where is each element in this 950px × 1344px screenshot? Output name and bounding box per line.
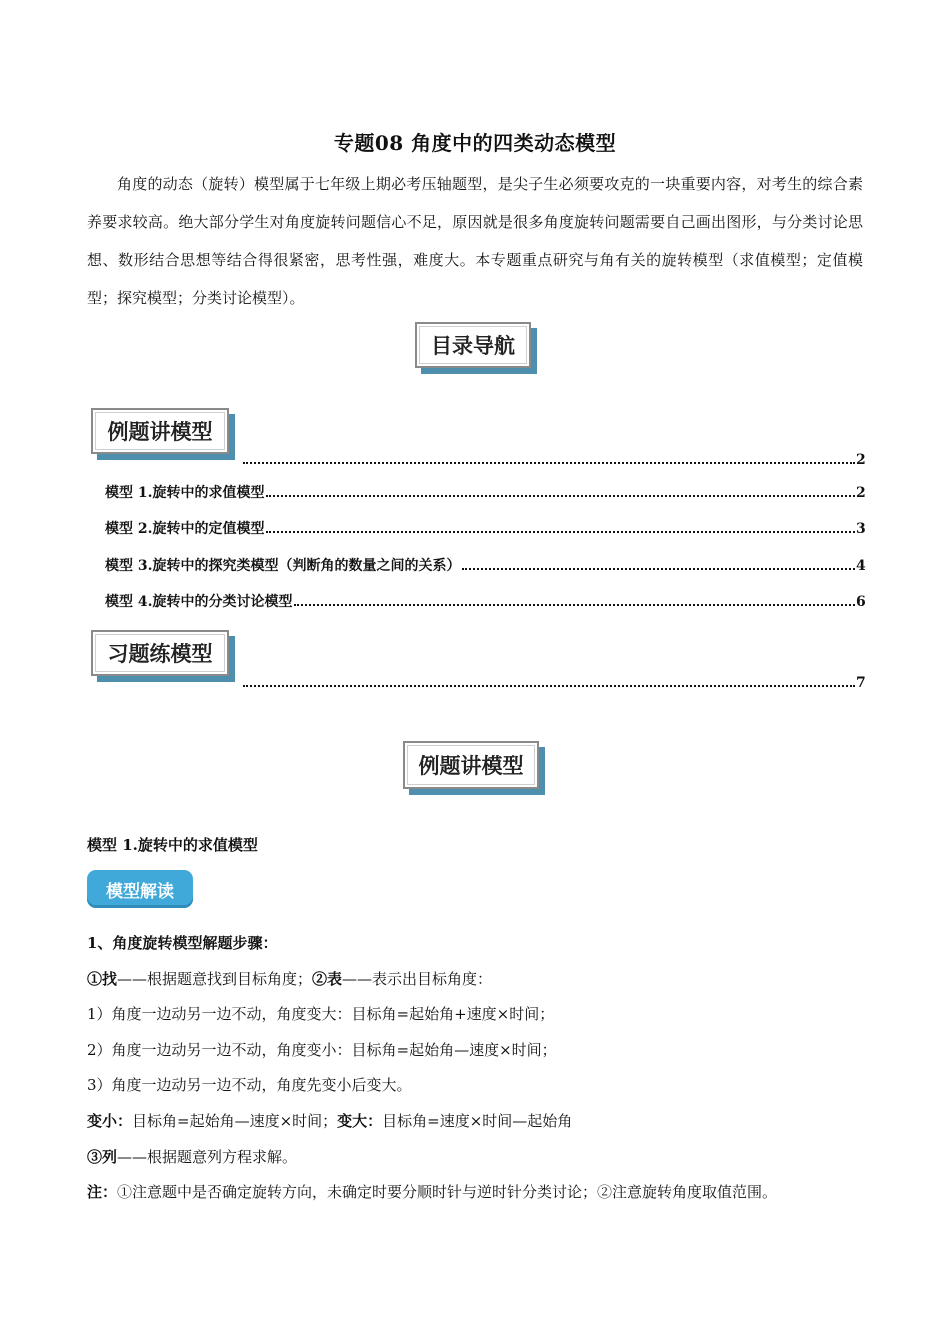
toc-item[interactable] <box>105 482 864 502</box>
toc-item-label: 模型 4.旋转中的分类讨论模型 <box>105 594 293 610</box>
toc-dots <box>266 494 856 497</box>
note-line <box>87 1181 777 1202</box>
toc-page-number: 7 <box>856 675 866 691</box>
model-interpretation-badge: 模型解读 <box>87 870 193 908</box>
note-label: 注： <box>87 1183 118 1201</box>
step-title: 1、角度旋转模型解题步骤： <box>87 934 278 952</box>
toc-page-number: 4 <box>856 558 866 574</box>
rule-line-3: 3）角度一边动另一边不动，角度先变小后变大。 <box>87 1076 412 1094</box>
step-list-text: ——根据题意列方程求解。 <box>117 1148 298 1166</box>
big-label: 变大： <box>337 1112 383 1130</box>
step-list-label: ③列 <box>87 1148 118 1166</box>
small-label: 变小： <box>87 1112 133 1130</box>
small-text: 目标角=起始角—速度×时间； <box>132 1112 338 1130</box>
toc-item[interactable] <box>105 518 864 538</box>
toc-dots <box>266 530 856 533</box>
toc-item-label: 模型 3.旋转中的探究类模型（判断角的数量之间的关系） <box>105 558 461 574</box>
toc-page-number: 2 <box>856 485 866 501</box>
toc-part1-box[interactable] <box>91 408 229 454</box>
toc-item[interactable] <box>105 591 864 611</box>
toc-part2-leader[interactable] <box>242 675 864 691</box>
toc-item[interactable] <box>105 555 864 575</box>
toc-item-label: 模型 1.旋转中的求值模型 <box>105 485 265 501</box>
toc-part2-box[interactable] <box>91 630 229 676</box>
toc-page-number: 6 <box>856 594 866 610</box>
step-line-1 <box>87 968 492 989</box>
toc-page-number: 2 <box>856 452 866 468</box>
toc-heading-box <box>415 322 531 368</box>
step-find-text: ——根据题意找到目标角度； <box>117 970 313 988</box>
rule-line-1: 1）角度一边动另一边不动，角度变大：目标角=起始角+速度×时间； <box>87 1005 555 1023</box>
toc-page-number: 3 <box>856 521 866 537</box>
model-title: 模型 1.旋转中的求值模型 <box>87 836 258 854</box>
document-title: 专题08 角度中的四类动态模型 <box>333 131 617 155</box>
toc-heading: 目录导航 <box>431 334 515 358</box>
step-express-text: ——表示出目标角度： <box>342 970 493 988</box>
step-express-label: ②表 <box>312 970 343 988</box>
toc-dots <box>462 567 856 570</box>
toc-part1-label: 例题讲模型 <box>107 420 213 444</box>
section-heading-box <box>403 741 539 789</box>
big-text: 目标角=速度×时间—起始角 <box>382 1112 573 1130</box>
toc-item-label: 模型 2.旋转中的定值模型 <box>105 521 265 537</box>
step-find-label: ①找 <box>87 970 118 988</box>
rule-line-2: 2）角度一边动另一边不动，角度变小：目标角=起始角—速度×时间； <box>87 1041 557 1059</box>
step-line-3 <box>87 1146 297 1167</box>
toc-part2-label: 习题练模型 <box>107 642 213 666</box>
toc-part1-leader[interactable] <box>242 452 864 468</box>
note-text: ①注意题中是否确定旋转方向，未确定时要分顺时针与逆时针分类讨论；②注意旋转角度取值范围。 <box>117 1183 778 1201</box>
toc-dots <box>243 461 855 464</box>
section-heading: 例题讲模型 <box>418 754 524 778</box>
intro-paragraph: 角度的动态（旋转）模型属于七年级上期必考压轴题型，是尖子生必须要攻克的一块重要内容，对考生的综合素养要求较高。绝大部分学生对角度旋转问题信心不足，原因就是很多角度旋转问题需要自己画出图形，与分类讨论思想、数形结合思想等结合得很紧密，思考性强，难度大。本专题重点研究与角有关的旋转模型（求值模型；定值模型；探究模型；分类讨论模型）。 <box>87 175 863 307</box>
toc-dots <box>294 603 856 606</box>
rule-line-4 <box>87 1110 572 1131</box>
toc-dots <box>243 684 855 687</box>
